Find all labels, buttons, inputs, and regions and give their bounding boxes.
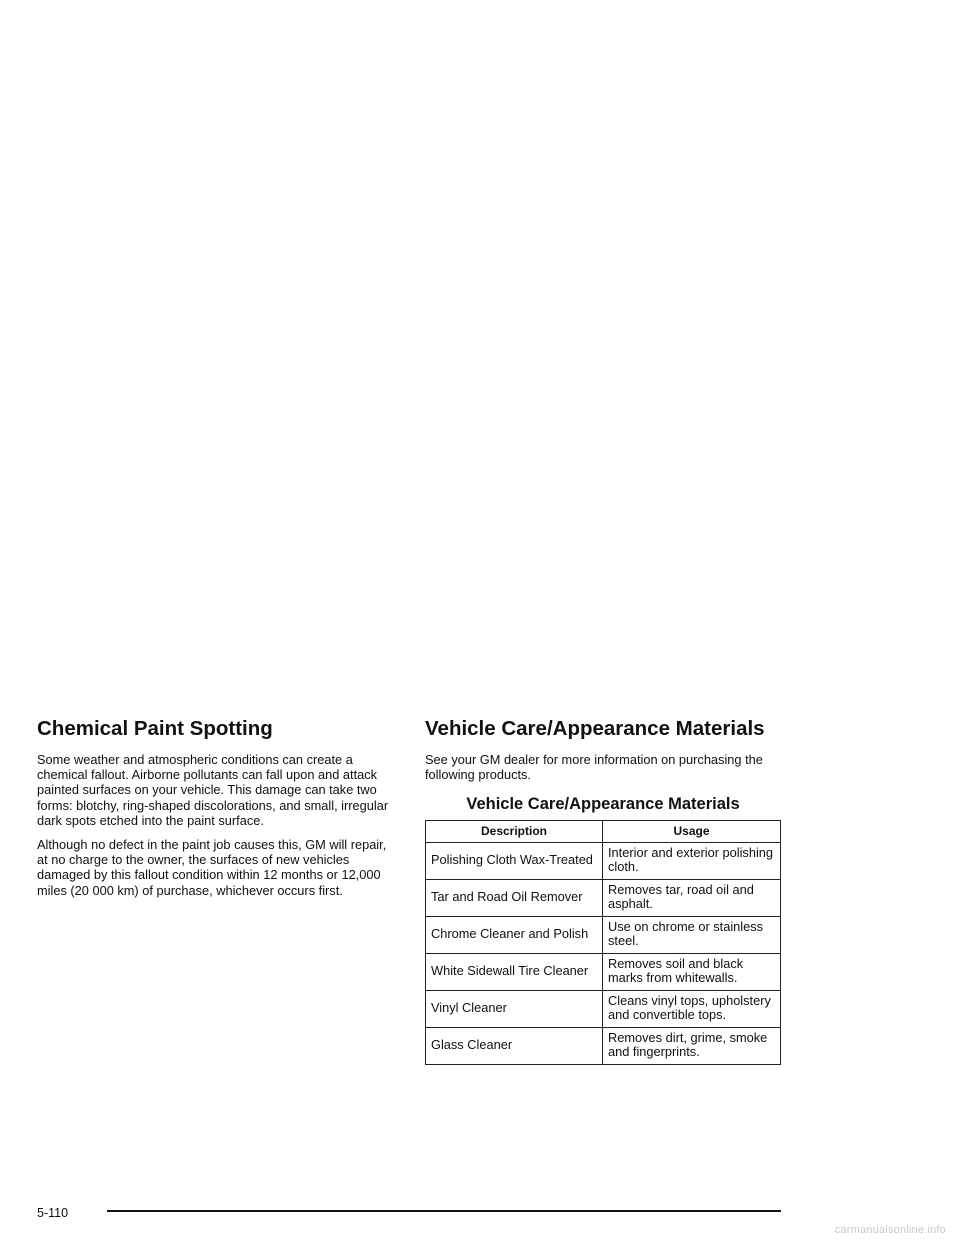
table-header-row bbox=[426, 821, 781, 843]
header-usage: Usage bbox=[603, 821, 781, 843]
row-usage: Use on chrome or stainless steel. bbox=[603, 916, 781, 953]
footer-rule bbox=[107, 1210, 781, 1212]
row-usage: Removes dirt, grime, smoke and fingerprints. bbox=[603, 1027, 781, 1064]
paragraph-2: Although no defect in the paint job causes this, GM will repair, at no charge to the owner, the surfaces of new vehicles damaged by this fallout condition within 12 months or 12,000 miles (20 000 km) of purchase, whichever occurs first. bbox=[37, 837, 387, 898]
row-description: Glass Cleaner bbox=[426, 1027, 603, 1064]
paragraph-1: Some weather and atmospheric conditions can create a chemical fallout. Airborne pollutants can fall upon and attack painted surfaces on your vehicle. This damage can take two forms: blotchy, ring-shaped discolorations, and small, irregular dark spots etched into the paint surface. bbox=[37, 752, 389, 828]
page-number: 5-110 bbox=[37, 1206, 69, 1220]
row-description: White Sidewall Tire Cleaner bbox=[426, 953, 603, 990]
table-row bbox=[426, 879, 781, 916]
row-usage: Cleans vinyl tops, upholstery and convertible tops. bbox=[603, 990, 781, 1027]
section-title-chemical-paint-spotting: Chemical Paint Spotting bbox=[37, 717, 273, 740]
header-description: Description bbox=[426, 821, 603, 843]
row-description: Tar and Road Oil Remover bbox=[426, 879, 603, 916]
intro-paragraph: See your GM dealer for more information on purchasing the following products. bbox=[425, 752, 763, 783]
right-column bbox=[425, 716, 785, 1065]
table-row bbox=[426, 916, 781, 953]
row-usage: Removes soil and black marks from whitewalls. bbox=[603, 953, 781, 990]
table-row bbox=[426, 953, 781, 990]
row-usage: Interior and exterior polishing cloth. bbox=[603, 842, 781, 879]
table-row bbox=[426, 842, 781, 879]
table-row bbox=[426, 1027, 781, 1064]
row-description: Vinyl Cleaner bbox=[426, 990, 603, 1027]
materials-table bbox=[425, 820, 781, 1065]
row-description: Polishing Cloth Wax-Treated bbox=[426, 842, 603, 879]
table-row bbox=[426, 990, 781, 1027]
watermark: carmanualsonline.info bbox=[834, 1224, 946, 1236]
section-title-vehicle-care: Vehicle Care/Appearance Materials bbox=[425, 717, 765, 740]
table-caption: Vehicle Care/Appearance Materials bbox=[466, 795, 740, 814]
left-column bbox=[37, 716, 393, 907]
row-usage: Removes tar, road oil and asphalt. bbox=[603, 879, 781, 916]
row-description: Chrome Cleaner and Polish bbox=[426, 916, 603, 953]
